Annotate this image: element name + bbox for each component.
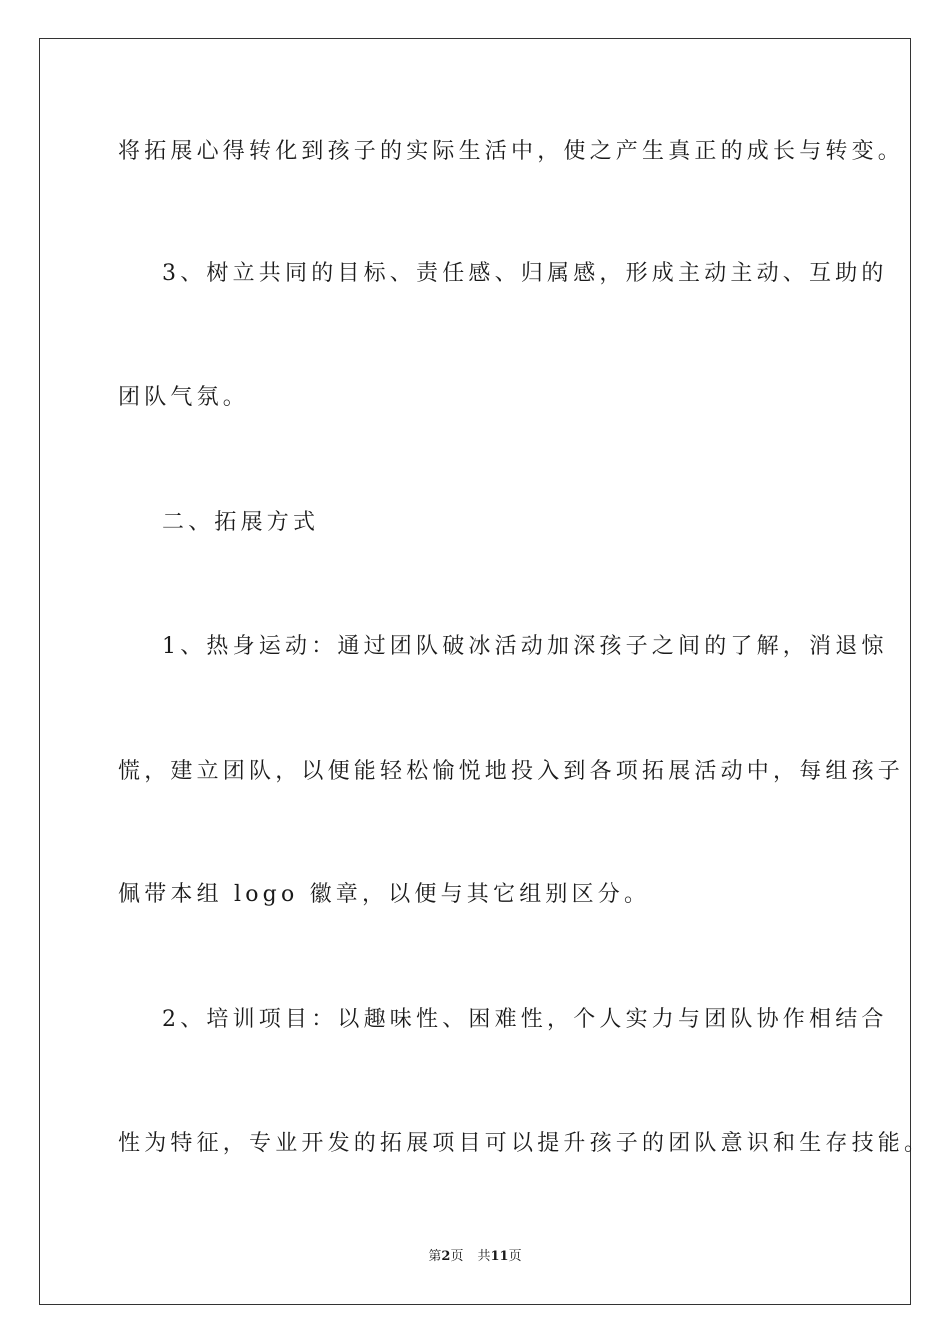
footer-page-prefix: 第 — [428, 1249, 442, 1264]
footer-page-suffix: 页 — [450, 1249, 464, 1264]
body-text-line-8: 2、培训项目：以趣味性、困难性，个人实力与团队协作相结合 — [162, 1007, 888, 1032]
footer-page-number: 2 — [441, 1249, 451, 1264]
body-text-line-6: 慌，建立团队，以便能轻松愉悦地投入到各项拓展活动中，每组孩子 — [118, 759, 905, 784]
footer-total-pages: 11 — [490, 1249, 509, 1264]
footer-total-suffix: 页 — [508, 1249, 522, 1264]
body-text-line-7: 佩带本组 logo 徽章，以便与其它组别区分。 — [118, 882, 651, 907]
page-footer — [0, 1248, 950, 1266]
section-heading: 二、拓展方式 — [162, 510, 320, 535]
body-text-line-1: 将拓展心得转化到孩子的实际生活中，使之产生真正的成长与转变。 — [118, 139, 905, 164]
page-frame — [39, 38, 911, 1305]
footer-total-prefix: 共 — [477, 1249, 491, 1264]
body-text-line-2: 3、树立共同的目标、责任感、归属感，形成主动主动、互助的 — [162, 261, 888, 286]
body-text-line-9: 性为特征，专业开发的拓展项目可以提升孩子的团队意识和生存技能。 — [118, 1131, 931, 1156]
body-text-line-3: 团队气氛。 — [118, 385, 250, 410]
body-text-line-5: 1、热身运动：通过团队破冰活动加深孩子之间的了解，消退惊 — [162, 634, 888, 659]
